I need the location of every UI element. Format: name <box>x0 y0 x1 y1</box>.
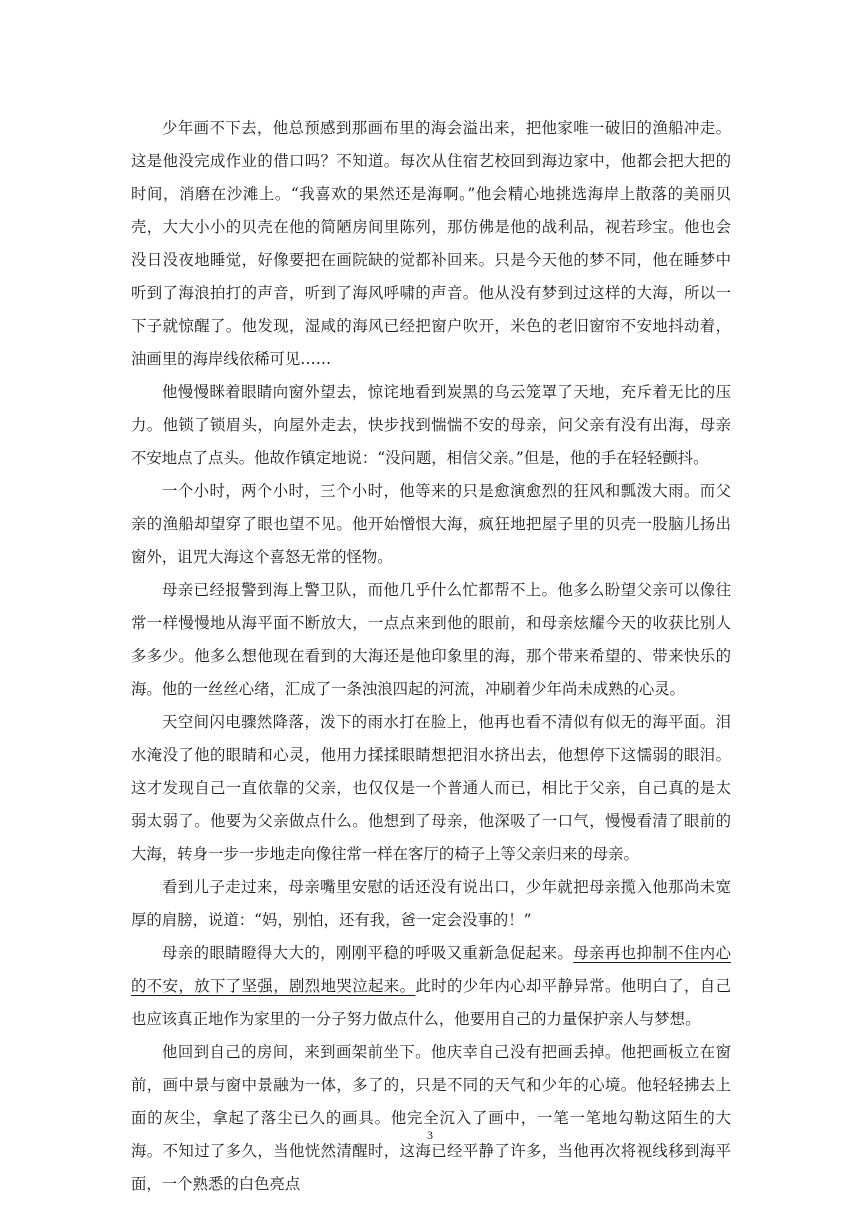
paragraph-3: 一个小时，两个小时，三个小时，他等来的只是愈演愈烈的狂风和瓢泼大雨。而父亲的渔船却望穿了眼也望不见。他开始憎恨大海，疯狂地把屋子里的贝壳一股脑儿扬出窗外，诅咒大海这个喜怒无常的怪物。 <box>131 482 731 566</box>
paragraph-5: 天空间闪电骤然降落，泼下的雨水打在脸上，他再也看不清似有似无的海平面。泪水淹没了他的眼睛和心灵，他用力揉揉眼睛想把泪水挤出去，他想停下这懦弱的眼泪。这才发现自己一直依靠的父亲，也仅仅是一个普通人而已，相比于父亲，自己真的是太弱太弱了。他要为父亲做点什么。他想到了母亲，他深吸了一口气，慢慢看清了眼前的大海，转身一步一步地走向像往常一样在客厅的椅子上等父亲归来的母亲。 <box>131 713 731 863</box>
paragraph-6: 看到儿子走过来，母亲嘴里安慰的话还没有说出口，少年就把母亲揽入他那尚未宽厚的肩膀，说道：“妈，别怕，还有我，爸一定会没事的！” <box>131 878 731 929</box>
page-number: 3 <box>427 1128 433 1142</box>
underlined-sentence: 母亲再也抑制不住内心的不安，放下了坚强，剧烈地哭泣起来。 <box>131 944 731 995</box>
paragraph-7 <box>131 937 731 1036</box>
paragraph-7-after: 此时的少年内心却平静异常。他明白了，自己也应该真正地作为家里的一分子努力做点什么，他要用自己的力量保护亲人与梦想。 <box>131 977 731 1028</box>
paragraph-2: 他慢慢眯着眼睛向窗外望去，惊诧地看到炭黑的乌云笼罩了天地，充斥着无比的压力。他锁了锁眉头，向屋外走去，快步找到惴惴不安的母亲，问父亲有没有出海，母亲不安地点了点头。他故作镇定地说：“没问题，相信父亲。”但是，他的手在轻轻颤抖。 <box>131 383 731 467</box>
paragraph-1: 少年画不下去，他总预感到那画布里的海会溢出来，把他家唯一破旧的渔船冲走。这是他没完成作业的借口吗？不知道。每次从住宿艺校回到海边家中，他都会把大把的时间，消磨在沙滩上。“我喜欢的果然还是海啊。”他会精心地挑选海岸上散落的美丽贝壳，大大小小的贝壳在他的简陋房间里陈列，那仿佛是他的战利品，视若珍宝。他也会没日没夜地睡觉，好像要把在画院缺的觉都补回来。只是今天他的梦不同，他在睡梦中听到了海浪拍打的声音，听到了海风呼啸的声音。他从没有梦到过这样的大海，所以一下子就惊醒了。他发现，湿咸的海风已经把窗户吹开，米色的老旧窗帘不安地抖动着，油画里的海岸线依稀可见…… <box>131 119 731 368</box>
paragraph-7-before: 母亲的眼睛瞪得大大的，刚刚平稳的呼吸又重新急促起来。 <box>162 944 574 962</box>
paragraph-4: 母亲已经报警到海上警卫队，而他几乎什么忙都帮不上。他多么盼望父亲可以像往常一样慢慢地从海平面不断放大，一点点来到他的眼前，和母亲炫耀今天的收获比别人多多少。他多么想他现在看到的大海还是他印象里的海，那个带来希望的、带来快乐的海。他的一丝丝心绪，汇成了一条浊浪四起的河流，冲刷着少年尚未成熟的心灵。 <box>131 581 731 698</box>
paragraph-8: 他回到自己的房间，来到画架前坐下。他庆幸自己没有把画丢掉。他把画板立在窗前，画中景与窗中景融为一体，多了的，只是不同的天气和少年的心境。他轻轻拂去上面的灰尘，拿起了落尘已久的画具。他完全沉入了画中，一笔一笔地勾勒这陌生的大海。不知过了多久，当他恍然清醒时，这海已经平静了许多，当他再次将视线移到海平面，一个熟悉的白色亮点 <box>131 1043 731 1193</box>
document-page <box>131 112 731 1201</box>
